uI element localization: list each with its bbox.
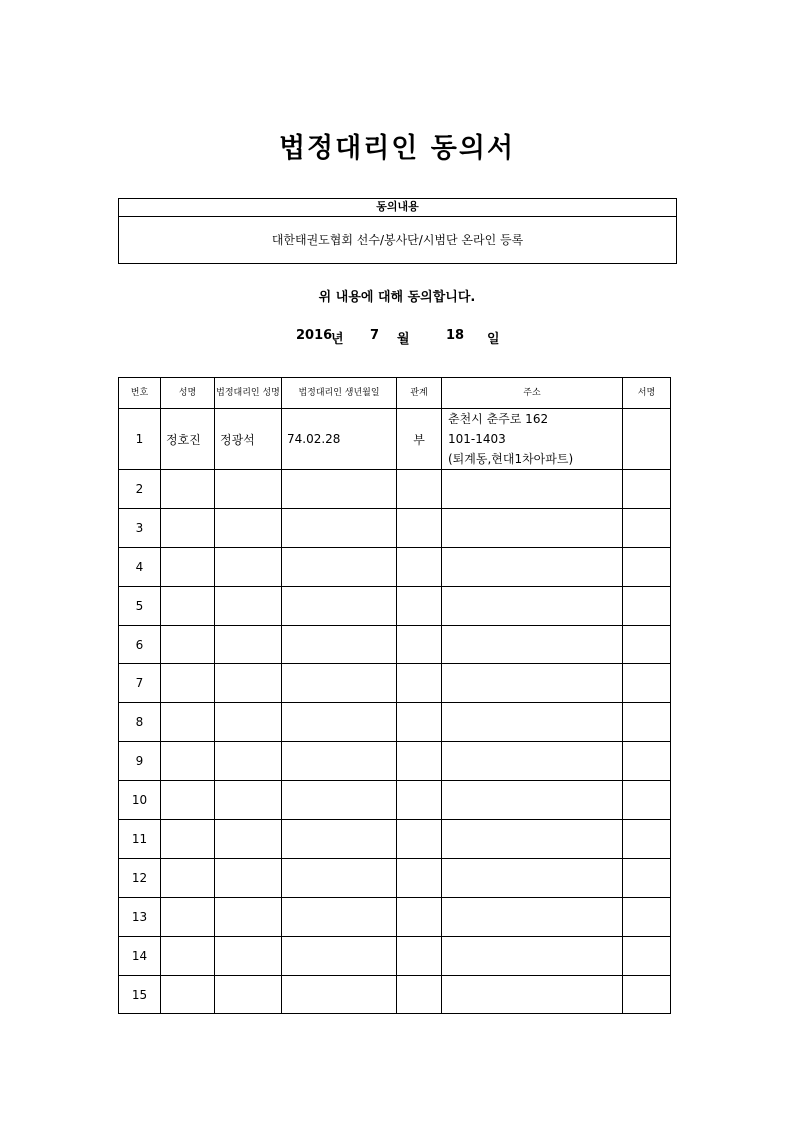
cell-name [161, 586, 215, 625]
cell-signature [623, 781, 671, 820]
table-row [119, 858, 671, 897]
cell-name [161, 508, 215, 547]
cell-relation [397, 703, 442, 742]
cell-name [161, 781, 215, 820]
header-guardian-name: 법정대리인 성명 [215, 378, 282, 409]
cell-guardian-name [215, 586, 282, 625]
cell-number: 2 [119, 470, 161, 509]
cell-relation: 부 [397, 409, 442, 470]
cell-signature [623, 820, 671, 859]
cell-name [161, 820, 215, 859]
cell-number: 11 [119, 820, 161, 859]
cell-guardian-birth [282, 508, 397, 547]
table-row [119, 664, 671, 703]
cell-guardian-birth [282, 897, 397, 936]
table-row [119, 781, 671, 820]
cell-signature [623, 897, 671, 936]
cell-relation [397, 547, 442, 586]
table-row [119, 508, 671, 547]
cell-relation [397, 586, 442, 625]
date-year-unit: 년 [331, 332, 344, 347]
cell-guardian-name [215, 547, 282, 586]
cell-guardian-name [215, 625, 282, 664]
cell-guardian-name [215, 664, 282, 703]
cell-address [442, 936, 623, 975]
cell-guardian-name [215, 742, 282, 781]
agreement-statement: 위 내용에 대해 동의합니다. [318, 290, 476, 305]
cell-number: 1 [119, 409, 161, 470]
cell-guardian-birth [282, 742, 397, 781]
table-row [119, 586, 671, 625]
cell-address [442, 625, 623, 664]
cell-address [442, 547, 623, 586]
guardian-table [118, 377, 671, 1014]
cell-relation [397, 470, 442, 509]
cell-name [161, 858, 215, 897]
cell-address [442, 586, 623, 625]
cell-relation [397, 781, 442, 820]
document-title: 법정대리인 동의서 [278, 133, 516, 164]
cell-guardian-name [215, 781, 282, 820]
cell-guardian-name [215, 470, 282, 509]
cell-signature [623, 975, 671, 1014]
cell-guardian-birth [282, 547, 397, 586]
cell-guardian-birth [282, 820, 397, 859]
cell-signature [623, 703, 671, 742]
cell-number: 4 [119, 547, 161, 586]
cell-signature [623, 508, 671, 547]
cell-signature [623, 742, 671, 781]
cell-guardian-name [215, 508, 282, 547]
cell-number: 9 [119, 742, 161, 781]
cell-signature [623, 470, 671, 509]
cell-number: 10 [119, 781, 161, 820]
cell-number: 7 [119, 664, 161, 703]
cell-guardian-name [215, 897, 282, 936]
cell-signature [623, 858, 671, 897]
cell-guardian-name [215, 820, 282, 859]
cell-address [442, 470, 623, 509]
cell-guardian-birth [282, 470, 397, 509]
cell-address [442, 858, 623, 897]
cell-guardian-name [215, 858, 282, 897]
cell-name: 정호진 [161, 409, 215, 470]
cell-guardian-birth [282, 975, 397, 1014]
date-day-unit: 일 [487, 332, 500, 347]
cell-number: 6 [119, 625, 161, 664]
address-line: 101-1403 [448, 432, 506, 446]
cell-guardian-birth [282, 858, 397, 897]
date-year: 2016 [296, 328, 333, 343]
table-row [119, 897, 671, 936]
date-month-unit: 월 [397, 332, 410, 347]
cell-address [442, 664, 623, 703]
cell-name [161, 975, 215, 1014]
cell-guardian-birth [282, 586, 397, 625]
cell-address [442, 820, 623, 859]
table-row [119, 470, 671, 509]
cell-name [161, 547, 215, 586]
cell-signature [623, 547, 671, 586]
cell-name [161, 742, 215, 781]
cell-guardian-birth [282, 781, 397, 820]
header-address: 주소 [442, 378, 623, 409]
cell-number: 12 [119, 858, 161, 897]
cell-name [161, 936, 215, 975]
cell-relation [397, 742, 442, 781]
table-row [119, 547, 671, 586]
header-number: 번호 [119, 378, 161, 409]
cell-guardian-name [215, 975, 282, 1014]
cell-signature [623, 664, 671, 703]
cell-guardian-birth [282, 625, 397, 664]
table-row [119, 936, 671, 975]
cell-relation [397, 897, 442, 936]
cell-relation [397, 820, 442, 859]
date-day: 18 [446, 328, 465, 343]
table-row [119, 742, 671, 781]
cell-guardian-name [215, 703, 282, 742]
address-line: (퇴계동,현대1차아파트) [448, 452, 574, 466]
table-header-row [119, 378, 671, 409]
table-row [119, 409, 671, 470]
cell-guardian-birth [282, 664, 397, 703]
cell-address [442, 897, 623, 936]
cell-name [161, 664, 215, 703]
cell-relation [397, 858, 442, 897]
consent-content: 대한태권도협회 선수/봉사단/시범단 온라인 등록 [271, 233, 524, 247]
cell-signature [623, 625, 671, 664]
cell-name [161, 897, 215, 936]
cell-name [161, 703, 215, 742]
header-name: 성명 [161, 378, 215, 409]
header-guardian-birth: 법정대리인 생년월일 [282, 378, 397, 409]
cell-signature [623, 586, 671, 625]
cell-number: 13 [119, 897, 161, 936]
address-line: 춘천시 춘주로 162 [448, 412, 549, 426]
cell-guardian-birth: 74.02.28 [282, 409, 397, 470]
cell-guardian-name [215, 936, 282, 975]
consent-header: 동의내용 [119, 199, 676, 217]
table-row [119, 820, 671, 859]
cell-number: 5 [119, 586, 161, 625]
cell-relation [397, 625, 442, 664]
cell-address [442, 703, 623, 742]
table-row [119, 625, 671, 664]
cell-address [442, 781, 623, 820]
consent-box [118, 198, 677, 264]
cell-name [161, 625, 215, 664]
cell-address [442, 742, 623, 781]
cell-relation [397, 975, 442, 1014]
cell-guardian-birth [282, 936, 397, 975]
cell-name [161, 470, 215, 509]
cell-guardian-birth [282, 703, 397, 742]
table-row [119, 703, 671, 742]
cell-address [442, 508, 623, 547]
cell-guardian-name: 정광석 [215, 409, 282, 470]
cell-number: 3 [119, 508, 161, 547]
cell-number: 15 [119, 975, 161, 1014]
cell-number: 14 [119, 936, 161, 975]
header-relation: 관계 [397, 378, 442, 409]
date-month: 7 [370, 328, 380, 343]
cell-relation [397, 508, 442, 547]
cell-relation [397, 664, 442, 703]
table-row [119, 975, 671, 1014]
header-signature: 서명 [623, 378, 671, 409]
cell-relation [397, 936, 442, 975]
cell-signature [623, 409, 671, 470]
cell-address [442, 975, 623, 1014]
cell-address [442, 409, 623, 470]
cell-signature [623, 936, 671, 975]
cell-number: 8 [119, 703, 161, 742]
